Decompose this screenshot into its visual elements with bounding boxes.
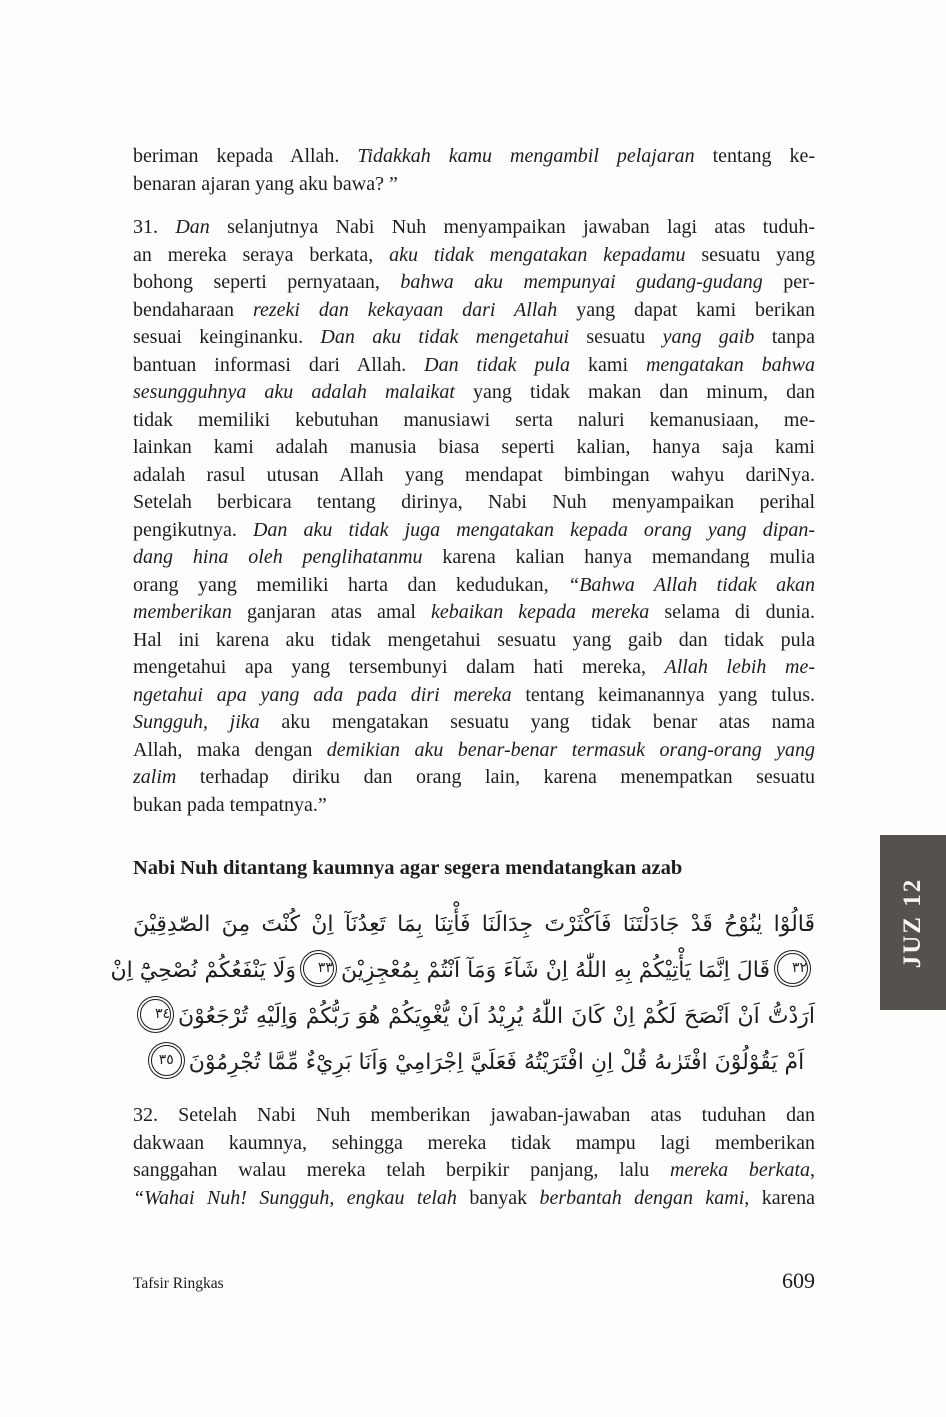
text-run: Dan aku tidak juga mengatakan kepada orang yang dipan-	[252, 518, 815, 541]
text-line	[133, 627, 815, 655]
quran-verses-arabic	[110, 902, 815, 1086]
text-run: per-	[762, 271, 816, 293]
juz-tab-label: JUZ 12	[899, 877, 927, 968]
text-line	[133, 324, 815, 352]
text-run: Allah, maka dengan	[133, 738, 327, 761]
text-line	[133, 242, 815, 270]
text-run: قَالُوْا يٰنُوْحُ قَدْ جَادَلْتَنَا فَاَكْثَرْتَ جِدَالَنَا فَأْتِنَا بِمَا تَعِدُنَآ اِنْ كُنْتَ مِنَ الصّٰدِقِيْنَ	[133, 912, 815, 937]
text-run: Dan tidak pula	[424, 353, 571, 376]
text-run: selanjutnya Nabi Nuh menyampaikan jawaban lagi atas tuduh-	[209, 216, 816, 238]
text-run: selama di dunia.	[649, 601, 815, 623]
text-column	[110, 143, 816, 1212]
text-run: sesuatu yang	[685, 243, 815, 266]
text-line	[133, 792, 815, 820]
text-line	[133, 489, 815, 517]
text-run: demikian aku benar-benar termasuk orang-orang yang	[326, 738, 815, 761]
text-line	[133, 654, 815, 682]
text-line	[133, 1185, 815, 1213]
quran-line	[133, 902, 815, 948]
text-line	[133, 682, 815, 710]
text-line	[133, 764, 815, 792]
text-run: 31.	[133, 216, 176, 238]
text-run: yang gaib	[662, 326, 755, 348]
text-run: bukan pada tempatnya.”	[133, 793, 327, 816]
text-line	[133, 709, 815, 737]
text-run: yang dapat kami berikan	[557, 298, 816, 321]
page-footer	[133, 1268, 815, 1294]
text-line	[133, 737, 815, 765]
text-line	[133, 1130, 815, 1158]
text-run: mengatakan bahwa	[645, 353, 815, 376]
text-run: tentang ke-	[694, 145, 815, 167]
text-run: bohong seperti pernyataan,	[133, 271, 401, 293]
text-run: bantuan informasi dari Allah.	[133, 353, 425, 376]
text-run: dang hina oleh penglihatanmu	[133, 546, 423, 568]
text-run: Hal ini karena aku tidak mengetahui sesuatu yang gaib dan tidak pula	[133, 628, 815, 651]
text-run: kebaikan kepada mereka	[431, 601, 650, 623]
text-run: beriman kepada Allah.	[133, 145, 358, 167]
text-run: lainkan kami adalah manusia biasa seperti kalian, hanya saja kami	[133, 436, 815, 458]
text-run: Dan	[175, 216, 210, 238]
quran-line	[133, 994, 815, 1040]
text-run: “Wahai Nuh! Sungguh, engkau telah	[133, 1186, 457, 1209]
text-line	[133, 352, 815, 380]
text-run: sesuatu	[569, 326, 663, 348]
text-line	[133, 269, 815, 297]
text-line	[133, 143, 815, 171]
text-run: bendaharaan	[133, 298, 253, 321]
text-run: adalah rasul utusan Allah yang mendapat bimbingan wahyu dariNya.	[133, 463, 815, 486]
text-run: benaran ajaran yang aku bawa? ”	[133, 172, 398, 195]
text-line	[133, 572, 815, 600]
ayah-number-marker: ٣٣	[303, 953, 334, 984]
text-line	[133, 297, 815, 325]
text-run: mereka berkata	[670, 1159, 810, 1181]
text-run: karena kalian hanya memandang mulia	[422, 546, 816, 568]
page-number: 609	[782, 1268, 815, 1293]
text-run: tentang keimanannya yang tulus.	[511, 683, 815, 706]
ayah-number-marker: ٣٤	[140, 999, 171, 1030]
text-run: banyak	[456, 1186, 540, 1209]
quran-line	[133, 1040, 815, 1086]
text-run: sesuai keinginanku.	[133, 326, 321, 348]
ayah-number-marker: ٣٢	[777, 953, 808, 984]
text-run: sanggahan walau mereka telah berpikir panjang, lalu	[133, 1159, 670, 1181]
text-run: , karena	[744, 1186, 815, 1209]
section-heading: Nabi Nuh ditantang kaumnya agar segera mendatangkan azab	[133, 857, 683, 879]
text-run: bahwa aku mempunyai gudang-gudang	[400, 271, 763, 293]
text-line	[133, 1102, 815, 1130]
text-run: ,	[810, 1159, 815, 1181]
quran-line	[110, 948, 815, 994]
text-run: pengikutnya.	[133, 518, 253, 541]
text-run: yang tidak makan dan minum, dan	[454, 381, 815, 403]
text-line	[133, 214, 815, 242]
text-run: tanpa	[754, 326, 816, 348]
text-line	[133, 171, 815, 199]
text-run: Tidakkah kamu mengambil pelajaran	[357, 145, 695, 167]
text-line	[133, 1157, 815, 1185]
text-line	[133, 434, 815, 462]
text-run: terhadap diriku dan orang lain, karena menempatkan sesuatu	[176, 766, 815, 788]
text-run: اَمْ يَقُوْلُوْنَ افْتَرٰىهُ قُلْ اِنِ افْتَرَيْتُهُ فَعَلَيَّ اِجْرَامِيْ وَاَنَا بَرِيْءٌ مِّمَّا تُجْرِمُوْنَ	[188, 1050, 805, 1075]
paragraph-verse-31	[133, 214, 815, 819]
juz-tab	[880, 835, 946, 1010]
text-line	[133, 407, 815, 435]
text-run: an mereka seraya berkata,	[133, 243, 390, 266]
text-run: قَالَ اِنَّمَا يَأْتِيْكُمْ بِهِ اللّٰهُ اِنْ شَآءَ وَمَآ اَنْتُمْ بِمُعْجِزِيْنَ	[340, 958, 770, 983]
text-run: 32. Setelah Nabi Nuh memberikan jawaban-jawaban atas tuduhan dan	[133, 1104, 815, 1126]
paragraph-verse-32	[133, 1102, 815, 1212]
text-run: ganjaran atas amal	[231, 601, 431, 623]
text-run: mengetahui apa yang tersembunyi dalam hati mereka,	[133, 656, 665, 678]
text-run: zalim	[133, 766, 177, 788]
text-run: ngetahui apa yang ada pada diri mereka	[133, 683, 512, 706]
text-line	[133, 544, 815, 572]
text-run: aku tidak mengatakan kepadamu	[389, 243, 686, 266]
text-run: Setelah berbicara tentang dirinya, Nabi Nuh menyampaikan perihal	[133, 491, 815, 513]
text-run: وَلَا يَنْفَعُكُمْ نُصْحِيْٓ اِنْ	[110, 958, 296, 983]
text-run: tidak memiliki kebutuhan manusiawi serta naluri kemanusiaan, me-	[133, 408, 815, 431]
text-line	[133, 379, 815, 407]
text-run: rezeki dan kekayaan dari Allah	[252, 298, 558, 321]
paragraph-continuation	[133, 143, 815, 198]
text-run: dakwaan kaumnya, sehingga mereka tidak mampu lagi memberikan	[133, 1131, 815, 1154]
text-line	[133, 517, 815, 545]
text-run: kami	[570, 353, 646, 376]
text-run: orang yang memiliki harta dan kedudukan,	[133, 573, 569, 596]
ayah-number-marker: ٣٥	[151, 1045, 182, 1076]
text-run: sesungguhnya aku adalah malaikat	[133, 381, 455, 403]
text-run: berbantah dengan kami	[539, 1186, 745, 1209]
text-run: Sungguh, jika	[133, 711, 260, 733]
text-run: Allah lebih me-	[664, 656, 815, 678]
text-run: “Bahwa Allah tidak akan	[568, 573, 816, 596]
text-line	[133, 599, 815, 627]
footer-book-title: Tafsir Ringkas	[133, 1275, 224, 1292]
text-run: Dan aku tidak mengetahui	[320, 326, 570, 348]
text-run: aku mengatakan sesuatu yang tidak benar atas nama	[259, 711, 815, 733]
text-line	[133, 462, 815, 490]
text-run: اَرَدْتُّ اَنْ اَنْصَحَ لَكُمْ اِنْ كَانَ اللّٰهُ يُرِيْدُ اَنْ يُّغْوِيَكُمْ هُوَ رَبُّكُمْ وَاِلَيْهِ تُرْجَعُوْنَ	[178, 1004, 815, 1029]
text-run: memberikan	[133, 601, 232, 623]
